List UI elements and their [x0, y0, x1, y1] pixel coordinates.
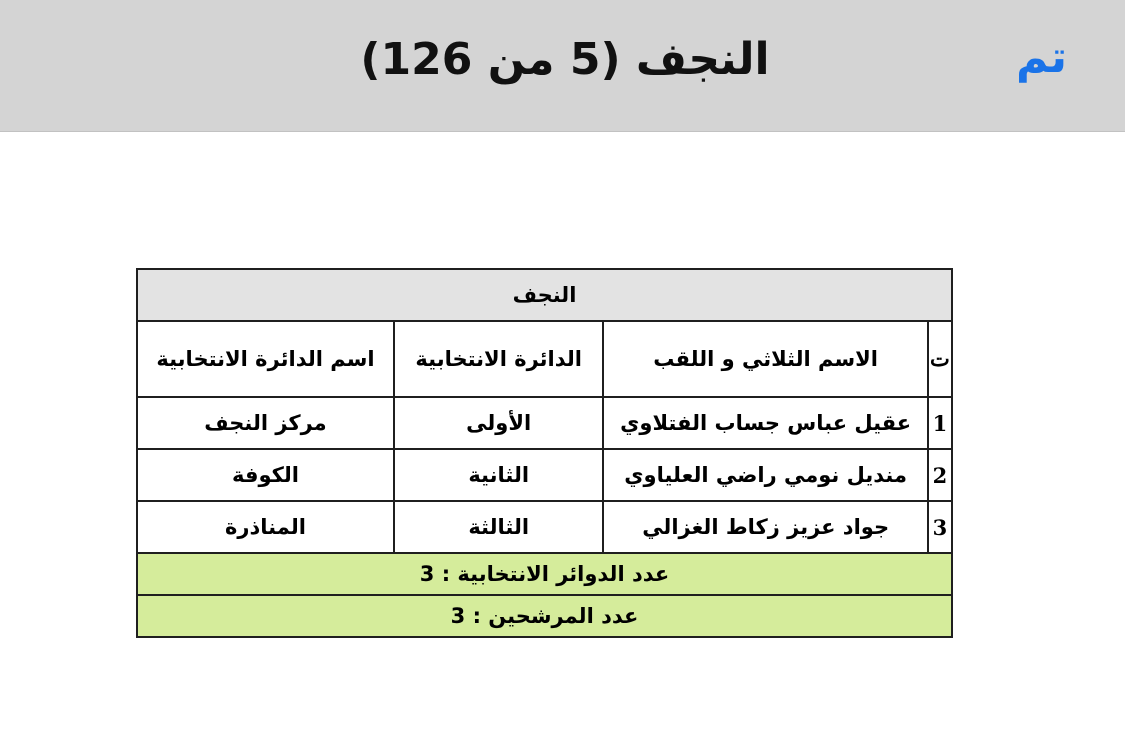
column-header-number: ت	[928, 321, 952, 397]
summary-row-districts	[137, 553, 952, 595]
district-name: المناذرة	[137, 501, 394, 553]
table-header-row	[137, 321, 952, 397]
page-title: النجف (5 من 126)	[360, 34, 770, 85]
column-header-name: الاسم الثلاثي و اللقب	[603, 321, 927, 397]
done-button[interactable]: تم	[1015, 32, 1067, 83]
districts-count: عدد الدوائر الانتخابية : 3	[137, 553, 952, 595]
district-name: الكوفة	[137, 449, 394, 501]
district-name: مركز النجف	[137, 397, 394, 449]
candidates-table	[136, 268, 953, 638]
table-row	[137, 449, 952, 501]
column-header-district-name: اسم الدائرة الانتخابية	[137, 321, 394, 397]
table-title: النجف	[137, 269, 952, 321]
district: الأولى	[394, 397, 604, 449]
table-row	[137, 501, 952, 553]
candidate-name: جواد عزيز زكاط الغزالي	[603, 501, 927, 553]
candidate-name: منديل نومي راضي العلياوي	[603, 449, 927, 501]
row-number: 3	[928, 501, 952, 553]
summary-row-candidates	[137, 595, 952, 637]
row-number: 1	[928, 397, 952, 449]
district: الثانية	[394, 449, 604, 501]
table-row	[137, 397, 952, 449]
candidates-count: عدد المرشحين : 3	[137, 595, 952, 637]
candidate-name: عقيل عباس جساب الفتلاوي	[603, 397, 927, 449]
table-title-row	[137, 269, 952, 321]
row-number: 2	[928, 449, 952, 501]
column-header-district: الدائرة الانتخابية	[394, 321, 604, 397]
district: الثالثة	[394, 501, 604, 553]
top-bar	[0, 0, 1125, 132]
